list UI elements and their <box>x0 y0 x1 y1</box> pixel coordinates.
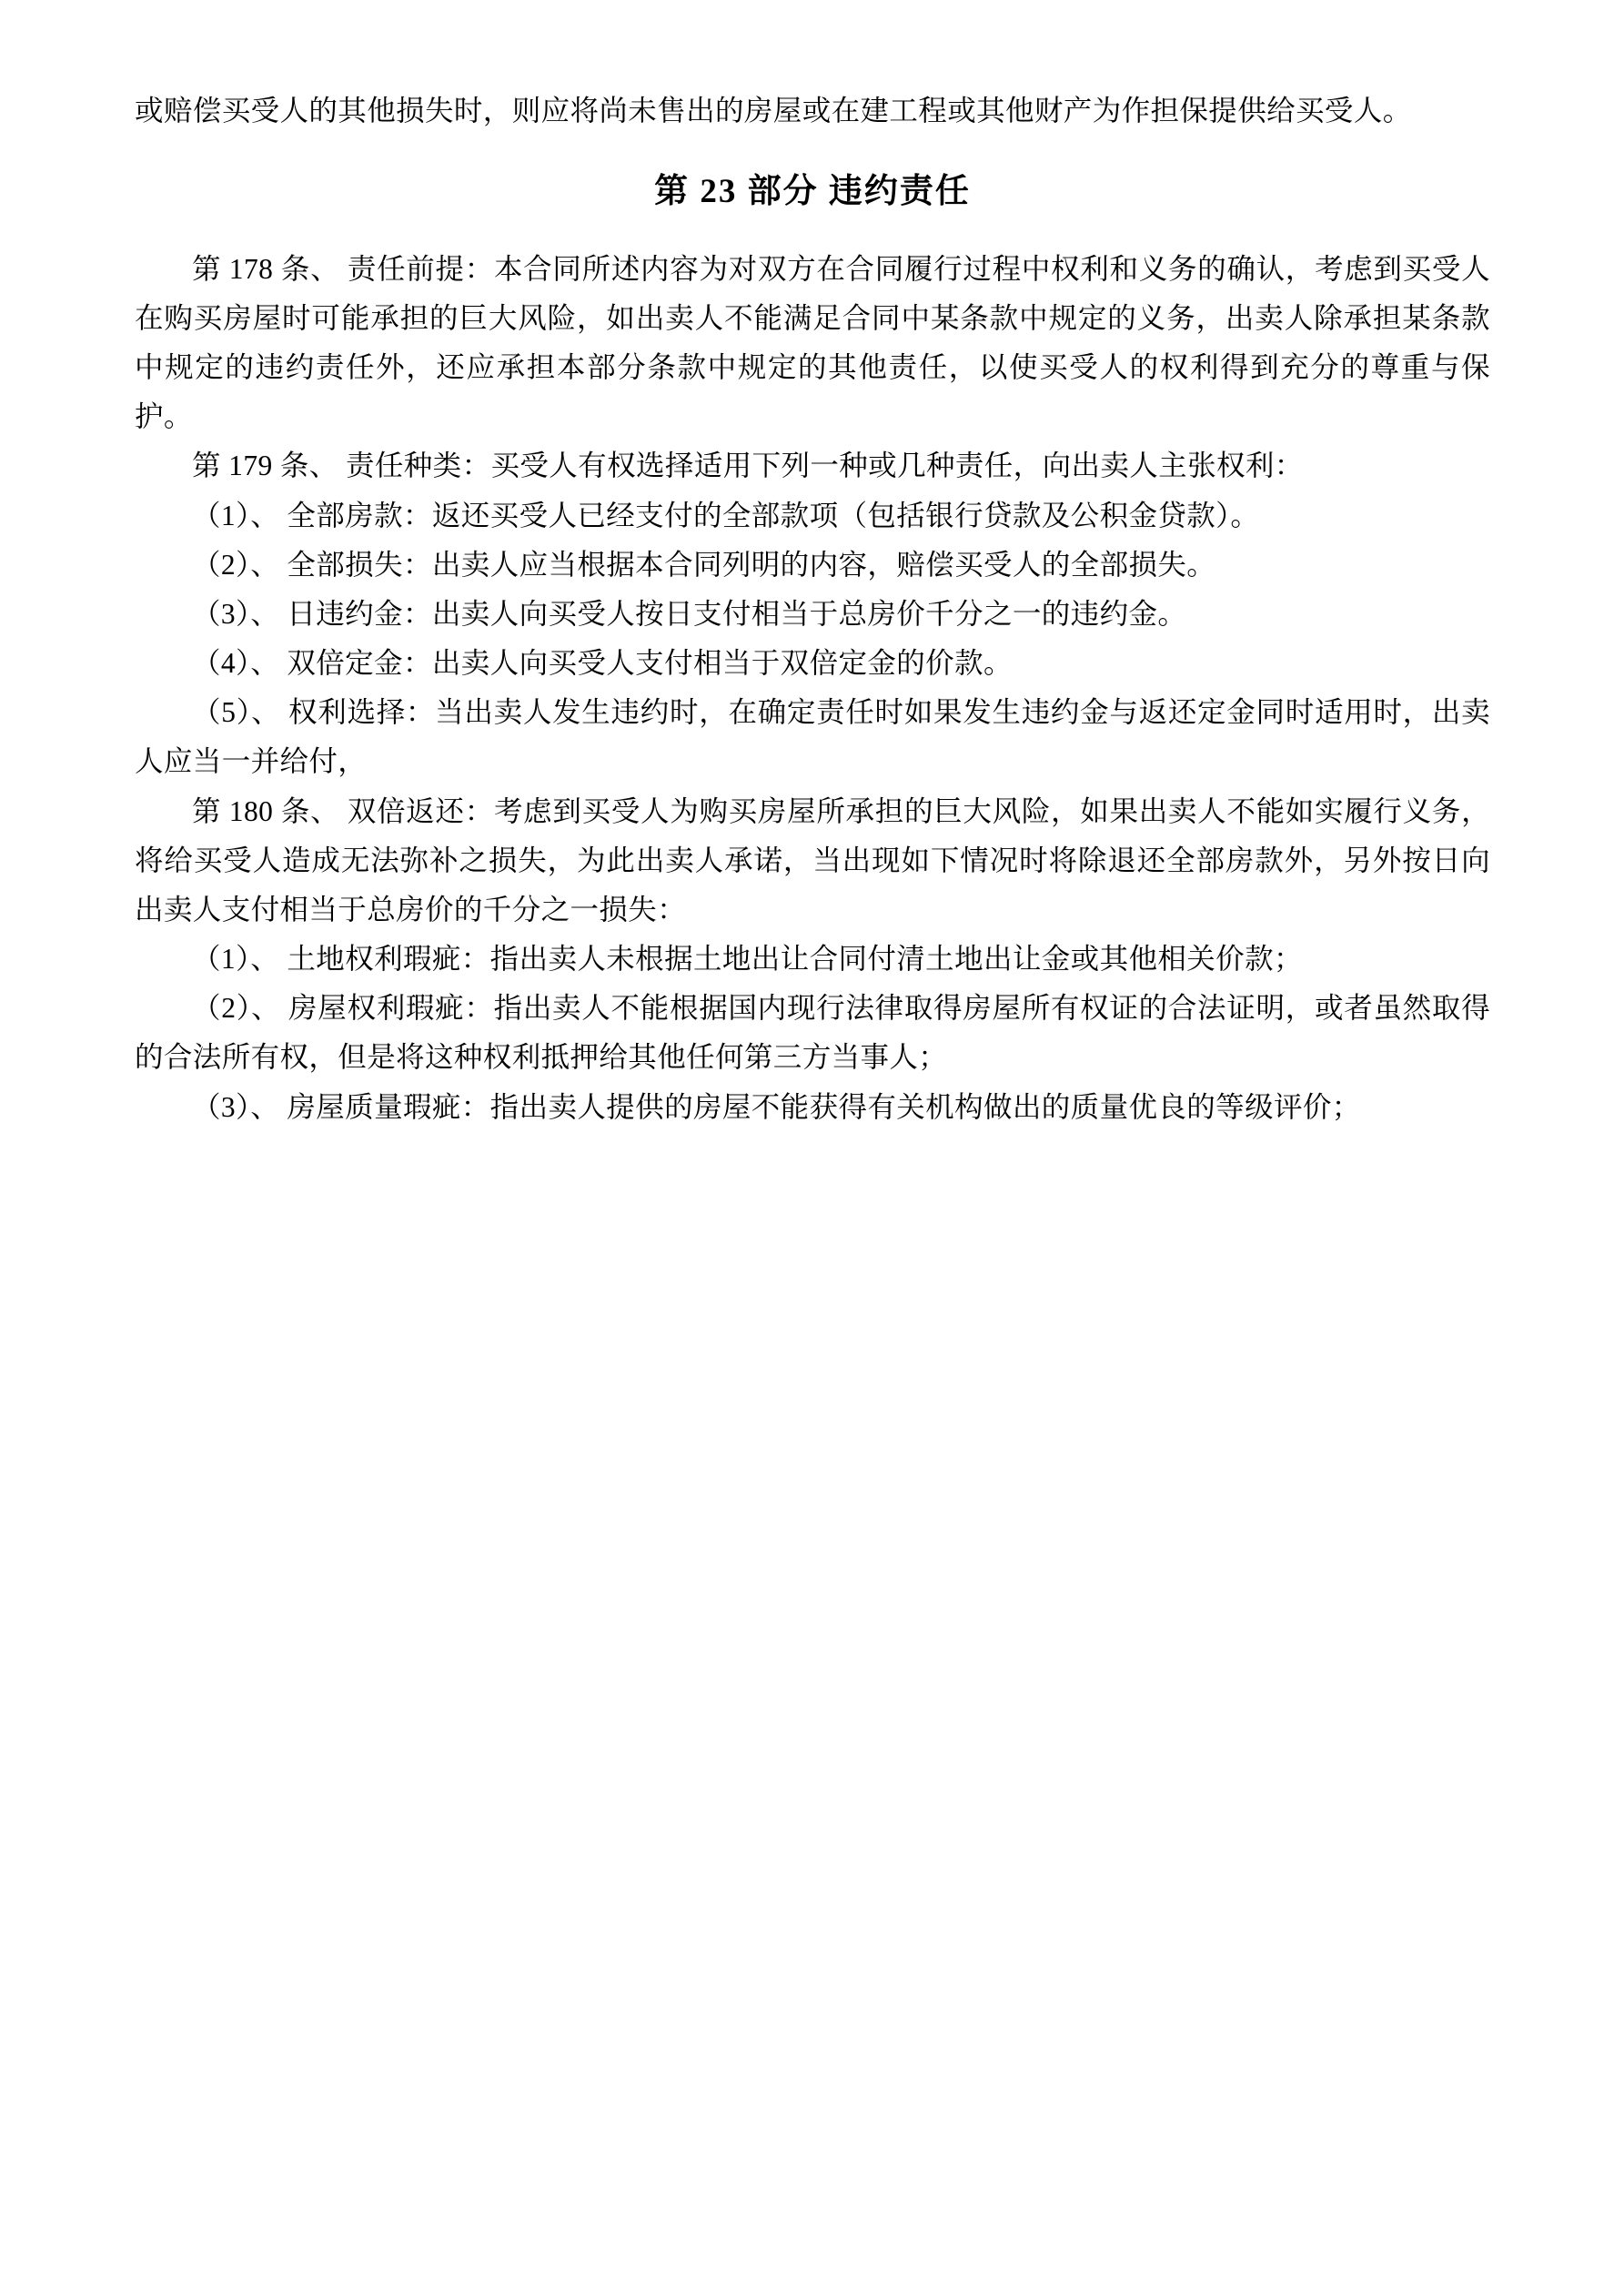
continued-paragraph: 或赔偿买受人的其他损失时，则应将尚未售出的房屋或在建工程或其他财产为作担保提供给买受人。 <box>135 95 1412 126</box>
paragraph-article-179: 第 179 条、 责任种类：买受人有权选择适用下列一种或几种责任，向出卖人主张权利： <box>192 450 1304 482</box>
list-item-179-5: （5）、 权利选择：当出卖人发生违约时，在确定责任时如果发生违约金与返还定金同时适用时，出卖人应当一并给付， <box>135 696 1490 778</box>
document-body <box>135 86 1490 1132</box>
list-item-180-3: （3）、 房屋质量瑕疵：指出卖人提供的房屋不能获得有关机构做出的质量优良的等级评价； <box>192 1090 1361 1123</box>
section-title: 第 23 部分 违约责任 <box>654 173 971 211</box>
paragraph-article-180: 第 180 条、 双倍返还：考虑到买受人为购买房屋所承担的巨大风险，如果出卖人不能如实履行义务，将给买受人造成无法弥补之损失，为此出卖人承诺，当出现如下情况时将除退还全部房款外，另外按日向出卖人支付相当于总房价的千分之一损失： <box>135 794 1490 925</box>
paragraph-article-178: 第 178 条、 责任前提：本合同所述内容为对双方在合同履行过程中权利和义务的确认，考虑到买受人在购买房屋时可能承担的巨大风险，如出卖人不能满足合同中某条款中规定的义务，出卖人除承担某条款中规定的违约责任外，还应承担本部分条款中规定的其他责任，以使买受人的权利得到充分的尊重与保护。 <box>135 252 1490 433</box>
list-item-179-1: （1）、 全部房款：返还买受人已经支付的全部款项（包括银行贷款及公积金贷款）。 <box>192 499 1260 531</box>
list-item-179-3: （3）、 日违约金：出卖人向买受人按日支付相当于总房价千分之一的违约金。 <box>192 597 1187 630</box>
list-item-180-1: （1）、 土地权利瑕疵：指出卖人未根据土地出让合同付清土地出让金或其他相关价款； <box>192 943 1303 976</box>
list-item-179-4: （4）、 双倍定金：出卖人向买受人支付相当于双倍定金的价款。 <box>192 647 1013 680</box>
list-item-179-2: （2）、 全部损失：出卖人应当根据本合同列明的内容，赔偿买受人的全部损失。 <box>192 548 1216 581</box>
list-item-180-2: （2）、 房屋权利瑕疵：指出卖人不能根据国内现行法律取得房屋所有权证的合法证明，或者虽然取得的合法所有权，但是将这种权利抵押给其他任何第三方当事人； <box>135 992 1490 1074</box>
